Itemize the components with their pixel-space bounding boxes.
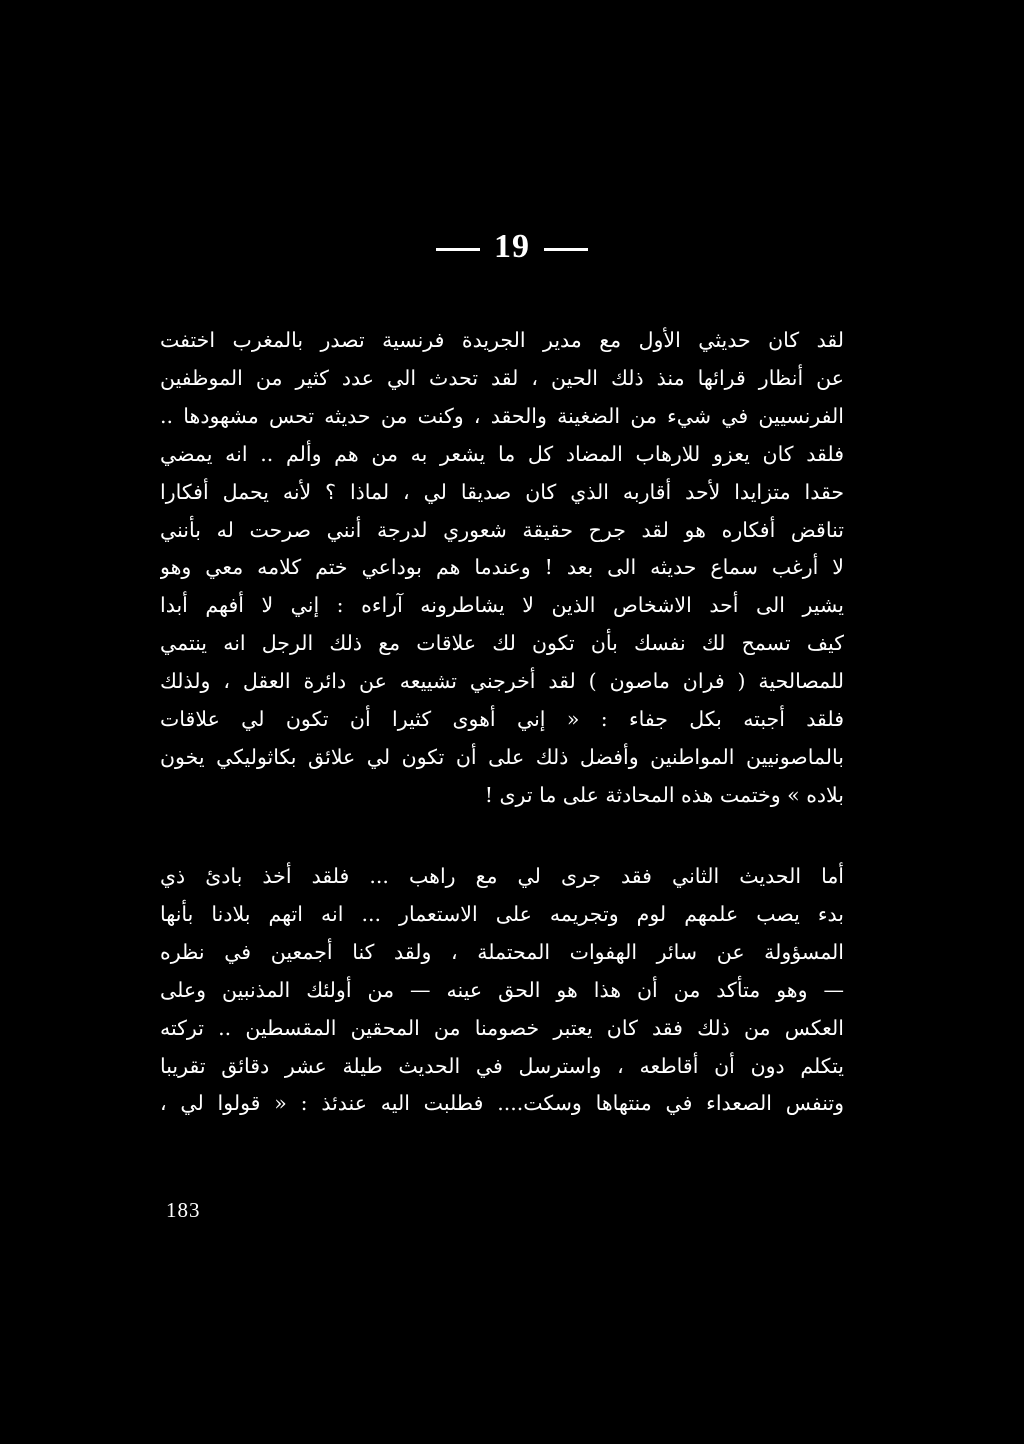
text-line: فلقد كان يعزو للارهاب المضاد كل ما يشعر به من هم وألم .. انه يمضي: [160, 441, 844, 466]
text-line: يتكلم دون أن أقاطعه ، واسترسل في الحديث طيلة عشر دقائق تقريبا: [160, 1053, 844, 1078]
text-line: يشير الى أحد الاشخاص الذين لا يشاطرونه آراءه : إني لا أفهم أبدا: [160, 593, 844, 618]
left-dash: [436, 248, 480, 251]
text-line: بالماصونيين المواطنين وأفضل ذلك على أن تكون لي علائق بكاثوليكي يخون: [160, 744, 844, 769]
paragraph-1: [160, 322, 844, 815]
page-number: 19: [494, 228, 530, 265]
text-line: عن أنظار قرائها منذ ذلك الحين ، لقد تحدث الي عدد كثير من الموظفين: [160, 365, 844, 390]
text-line: حقدا متزايدا لأحد أقاربه الذي كان صديقا لي ، لماذا ؟ لأنه يحمل أفكارا: [160, 479, 844, 504]
text-line: بلاده » وختمت هذه المحادثة على ما ترى !: [484, 782, 844, 807]
text-line: الفرنسيين في شيء من الضغينة والحقد ، وكنت من حديثه تحس مشهودها ..: [160, 403, 844, 428]
paragraph-2: [160, 858, 844, 1123]
text-line: أما الحديث الثاني فقد جرى لي مع راهب ... فلقد أخذ بادئ ذي: [160, 864, 844, 888]
text-line: العكس من ذلك فقد كان يعتبر خصومنا من المحقين المقسطين .. تركته: [160, 1015, 844, 1040]
text-line: لقد كان حديثي الأول مع مدير الجريدة فرنسية تصدر بالمغرب اختفت: [160, 328, 844, 352]
text-line: — وهو متأكد من أن هذا هو الحق عينه — من أولئك المذنبين وعلى: [160, 977, 844, 1002]
text-line: تناقض أفكاره هو لقد جرح حقيقة شعوري لدرجة أنني صرحت له بأنني: [160, 517, 844, 542]
page-number-header: [0, 228, 1024, 266]
text-line: المسؤولة عن سائر الهفوات المحتملة ، ولقد كنا أجمعين في نظره: [160, 939, 844, 964]
text-line: لا أرغب سماع حديثه الى بعد ! وعندما هم بوداعي ختم كلامه معي وهو: [160, 555, 844, 580]
text-line: فلقد أجبته بكل جفاء : « إني أهوى كثيرا أن تكون لي علاقات: [160, 707, 844, 732]
text-line: بدء يصب علمهم لوم وتجريمه على الاستعمار ... انه اتهم بلادنا بأنها: [160, 901, 844, 926]
right-dash: [544, 248, 588, 251]
text-line: كيف تسمح لك نفسك بأن تكون لك علاقات مع ذلك الرجل انه ينتمي: [160, 631, 844, 656]
footer-page-number: 183: [166, 1198, 201, 1222]
text-line: وتنفس الصعداء في منتهاها وسكت.... فطلبت اليه عندئذ : « قولوا لي ،: [160, 1091, 844, 1116]
text-line: للمصالحية ( فران ماصون ) لقد أخرجني تشييعه عن دائرة العقل ، ولذلك: [160, 669, 844, 694]
